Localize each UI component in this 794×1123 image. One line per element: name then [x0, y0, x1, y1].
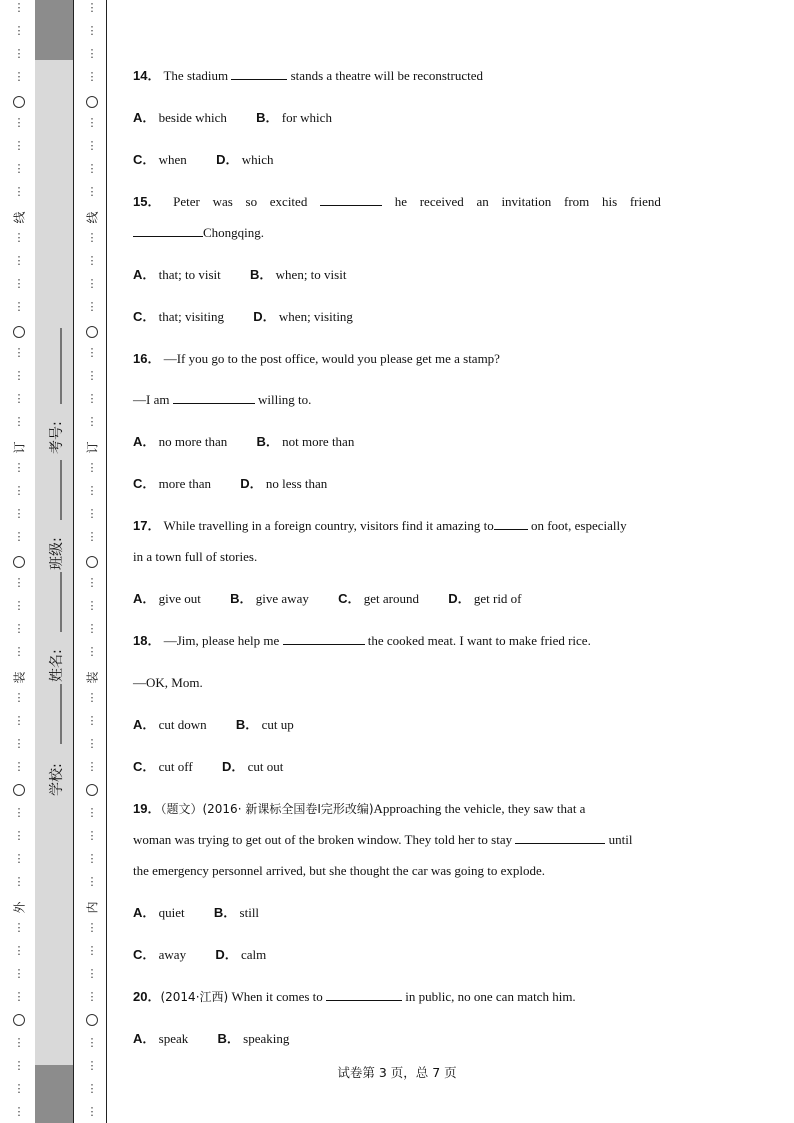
dot-mark: ⋮: [86, 691, 98, 704]
dot-mark: ⋮: [13, 139, 25, 152]
dot-mark: ⋮: [86, 415, 98, 428]
dot-mark: ⋮: [13, 346, 25, 359]
dot-mark: ⋮: [86, 829, 98, 842]
dot-mark: ⋮: [86, 277, 98, 290]
option-a[interactable]: A． no more than: [133, 434, 228, 449]
dot-mark: ⋮: [86, 70, 98, 83]
question-number: 15．: [133, 194, 161, 209]
option-d[interactable]: D． no less than: [240, 476, 328, 491]
dot-mark: ⋮: [86, 162, 98, 175]
dot-mark: ⋮: [86, 461, 98, 474]
dot-mark: ⋮: [13, 990, 25, 1003]
question-19-line2: woman was trying to get out of the broken window. They told her to stay until: [133, 832, 633, 847]
options-17: [133, 591, 548, 607]
options-14-row2: [133, 152, 299, 168]
question-number: 19．: [133, 801, 161, 816]
dot-mark: ⋮: [86, 645, 98, 658]
question-number: 18．: [133, 633, 161, 648]
band-top-block: [35, 0, 73, 60]
binding-hole-circle: [86, 784, 98, 796]
binding-hole-circle: [13, 96, 25, 108]
dot-mark: ⋮: [13, 484, 25, 497]
dot-mark: ⋮: [13, 47, 25, 60]
dot-mark: ⋮: [13, 162, 25, 175]
question-18-line2: —OK, Mom.: [133, 675, 203, 690]
option-d[interactable]: D． calm: [215, 947, 267, 962]
dot-mark: ⋮: [13, 967, 25, 980]
dot-mark: ⋮: [13, 645, 25, 658]
option-c[interactable]: C． get around: [338, 591, 419, 606]
answer-blank: [173, 392, 255, 404]
dot-mark: ⋮: [13, 829, 25, 842]
answer-blank: [283, 633, 365, 645]
dot-mark: ⋮: [13, 714, 25, 727]
options-20: [133, 1031, 315, 1047]
options-16-row1: [133, 434, 380, 450]
dot-mark: ⋮: [86, 760, 98, 773]
binding-hole-circle: [13, 556, 25, 568]
option-b[interactable]: B． when; to visit: [250, 267, 347, 282]
option-a[interactable]: A． give out: [133, 591, 201, 606]
option-a[interactable]: A． beside which: [133, 110, 227, 125]
option-a[interactable]: A． speak: [133, 1031, 189, 1046]
dot-mark: ⋮: [86, 1105, 98, 1118]
dot-mark: ⋮: [86, 185, 98, 198]
question-20: 20．(2014·江西) When it comes to in public, no one can match him.: [133, 989, 576, 1004]
dot-mark: ⋮: [13, 277, 25, 290]
answer-blank: [326, 989, 402, 1001]
dot-mark: ⋮: [13, 1, 25, 14]
option-c[interactable]: C． that; visiting: [133, 309, 225, 324]
student-info-fields: [35, 320, 73, 810]
question-text: The stadium: [163, 68, 229, 83]
dot-mark: ⋮: [13, 254, 25, 267]
dot-mark: ⋮: [13, 70, 25, 83]
option-a[interactable]: A． quiet: [133, 905, 185, 920]
option-b[interactable]: B． not more than: [256, 434, 355, 449]
dot-mark: ⋮: [13, 116, 25, 129]
answer-blank: [494, 518, 528, 530]
option-b[interactable]: B． for which: [256, 110, 332, 125]
question-17: 17． While travelling in a foreign country, visitors find it amazing to on foot, especially: [133, 518, 627, 533]
option-c[interactable]: C． cut off: [133, 759, 193, 774]
dot-mark: ⋮: [86, 24, 98, 37]
options-15-row2: [133, 309, 379, 325]
margin-border-mid: [73, 0, 74, 1123]
dot-mark: ⋮: [13, 507, 25, 520]
dot-mark: ⋮: [13, 415, 25, 428]
options-14-row1: [133, 110, 358, 126]
option-c[interactable]: C． when: [133, 152, 187, 167]
dot-mark: ⋮: [86, 599, 98, 612]
question-number: 20．: [133, 989, 161, 1004]
question-text: stands a theatre will be reconstructed: [287, 68, 484, 83]
dot-mark: ⋮: [86, 369, 98, 382]
dot-mark: ⋮: [86, 139, 98, 152]
margin-border-right: [106, 0, 107, 1123]
dot-mark: ⋮: [13, 806, 25, 819]
question-source: (2014·江西): [160, 990, 229, 1004]
options-19-row2: [133, 947, 292, 963]
dot-mark: ⋮: [13, 231, 25, 244]
binding-hole-circle: [86, 326, 98, 338]
binding-hole-circle: [86, 556, 98, 568]
option-d[interactable]: D． get rid of: [448, 591, 522, 606]
dot-mark: ⋮: [86, 944, 98, 957]
cut-line-label: 外: [12, 901, 27, 914]
question-16: [133, 351, 500, 367]
cut-line-label: 订: [12, 441, 27, 454]
question-18: 18． —Jim, please help me the cooked meat. I want to make fried rice.: [133, 633, 591, 648]
dot-mark: ⋮: [13, 921, 25, 934]
options-18-row2: [133, 759, 309, 775]
outer-cut-line: [13, 0, 25, 1123]
cut-line-label: 内: [85, 901, 100, 914]
question-text: —If you go to the post office, would you please get me a stamp?: [163, 351, 500, 366]
binding-hole-circle: [13, 326, 25, 338]
question-source: （题文）(2016· 新课标全国卷Ⅰ完形改编): [160, 802, 374, 816]
option-a[interactable]: A． that; to visit: [133, 267, 221, 282]
question-15-line2: Chongqing.: [133, 225, 264, 241]
options-18-row1: [133, 717, 320, 733]
dot-mark: ⋮: [86, 967, 98, 980]
dot-mark: ⋮: [13, 1105, 25, 1118]
binding-hole-circle: [13, 1014, 25, 1026]
dot-mark: ⋮: [13, 1036, 25, 1049]
question-14: [133, 68, 483, 84]
dot-mark: ⋮: [86, 300, 98, 313]
option-c[interactable]: C． more than: [133, 476, 211, 491]
answer-blank: [231, 68, 287, 80]
options-15-row1: [133, 267, 372, 283]
dot-mark: ⋮: [86, 530, 98, 543]
option-b[interactable]: B． still: [213, 905, 260, 920]
dot-mark: ⋮: [86, 921, 98, 934]
dot-mark: ⋮: [13, 24, 25, 37]
binding-hole-circle: [13, 784, 25, 796]
option-d[interactable]: D． when; visiting: [253, 309, 353, 324]
dot-mark: ⋮: [13, 530, 25, 543]
question-15: 15． Peter was so excited he received an invitation from his friend: [133, 194, 661, 209]
dot-mark: ⋮: [86, 392, 98, 405]
answer-blank: [133, 225, 203, 237]
class-label: 班级:: [49, 537, 65, 570]
dot-mark: ⋮: [86, 875, 98, 888]
dot-mark: ⋮: [86, 1036, 98, 1049]
dot-mark: ⋮: [86, 806, 98, 819]
dot-mark: ⋮: [13, 875, 25, 888]
dot-mark: ⋮: [86, 1, 98, 14]
dot-mark: ⋮: [13, 622, 25, 635]
dot-mark: ⋮: [86, 231, 98, 244]
page-footer: 试卷第 3 页，总 7 页: [337, 1065, 457, 1080]
answer-blank: [515, 832, 605, 844]
dot-mark: ⋮: [13, 737, 25, 750]
dot-mark: ⋮: [86, 622, 98, 635]
dot-mark: ⋮: [13, 599, 25, 612]
question-number: 14．: [133, 68, 161, 83]
answer-blank: [320, 194, 382, 206]
inner-cut-line: [86, 0, 98, 1123]
option-d[interactable]: D． which: [216, 152, 274, 167]
question-17-line2: in a town full of stories.: [133, 549, 258, 564]
dot-mark: ⋮: [13, 1059, 25, 1072]
cut-line-label: 装: [12, 671, 27, 684]
school-label: 学校:: [49, 763, 65, 796]
dot-mark: ⋮: [13, 185, 25, 198]
dot-mark: ⋮: [13, 852, 25, 865]
exam-number-label: 考号:: [49, 421, 65, 454]
question-number: 17．: [133, 518, 161, 533]
options-16-row2: [133, 476, 353, 492]
dot-mark: ⋮: [13, 576, 25, 589]
dot-mark: ⋮: [86, 714, 98, 727]
dot-mark: ⋮: [86, 346, 98, 359]
options-19-row1: [133, 905, 285, 921]
dot-mark: ⋮: [13, 300, 25, 313]
dot-mark: ⋮: [86, 116, 98, 129]
option-b[interactable]: B． speaking: [217, 1031, 290, 1046]
dot-mark: ⋮: [86, 47, 98, 60]
dot-mark: ⋮: [86, 254, 98, 267]
dot-mark: ⋮: [86, 576, 98, 589]
option-a[interactable]: A． cut down: [133, 717, 207, 732]
cut-line-label: 线: [85, 211, 100, 224]
dot-mark: ⋮: [13, 392, 25, 405]
question-19: 19．（题文）(2016· 新课标全国卷Ⅰ完形改编)Approaching the vehicle, they saw that a: [133, 801, 586, 816]
dot-mark: ⋮: [86, 852, 98, 865]
dot-mark: ⋮: [86, 990, 98, 1003]
option-b[interactable]: B． give away: [230, 591, 309, 606]
dot-mark: ⋮: [86, 484, 98, 497]
question-19-line3: the emergency personnel arrived, but she thought the car was going to explode.: [133, 863, 546, 878]
dot-mark: ⋮: [86, 1059, 98, 1072]
question-16-line2: —I am willing to.: [133, 392, 312, 407]
dot-mark: ⋮: [13, 760, 25, 773]
cut-line-label: 装: [85, 671, 100, 684]
cut-line-label: 线: [12, 211, 27, 224]
dot-mark: ⋮: [13, 369, 25, 382]
binding-hole-circle: [86, 96, 98, 108]
dot-mark: ⋮: [13, 461, 25, 474]
dot-mark: ⋮: [13, 944, 25, 957]
dot-mark: ⋮: [86, 1082, 98, 1095]
option-d[interactable]: D． cut out: [221, 759, 284, 774]
option-c[interactable]: C． away: [133, 947, 187, 962]
question-number: 16．: [133, 351, 161, 366]
dot-mark: ⋮: [86, 737, 98, 750]
binding-hole-circle: [86, 1014, 98, 1026]
dot-mark: ⋮: [13, 691, 25, 704]
cut-line-label: 订: [85, 441, 100, 454]
dot-mark: ⋮: [13, 1082, 25, 1095]
option-b[interactable]: B． cut up: [235, 717, 294, 732]
dot-mark: ⋮: [86, 507, 98, 520]
name-label: 姓名:: [49, 649, 65, 682]
